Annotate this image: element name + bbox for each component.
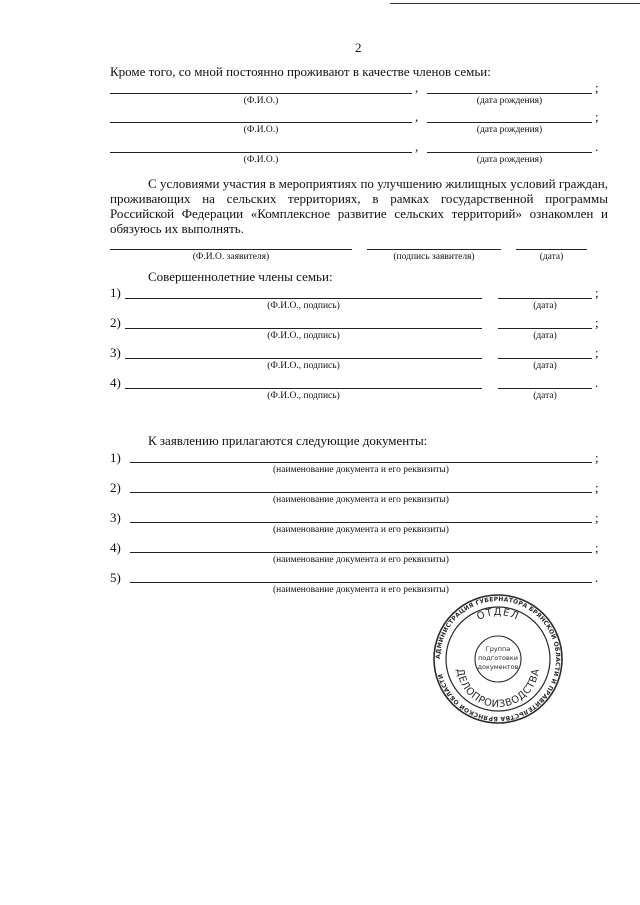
document-caption: (наименование документа и его реквизиты) bbox=[273, 495, 449, 505]
name-caption: (Ф.И.О.) bbox=[243, 96, 279, 106]
row-number: 3) bbox=[110, 345, 121, 360]
document-caption: (наименование документа и его реквизиты) bbox=[273, 555, 449, 565]
department-stamp bbox=[433, 594, 563, 724]
adult-caption: (Ф.И.О., подпись) bbox=[267, 301, 340, 311]
conditions-paragraph: С условиями участия в мероприятиях по улучшению жилищных условий граждан, проживающих на сельских территориях, в рамках государственной программы Российской Федерации «Комплексное развитие сельских территорий» ознакомлен и обязуюсь их выполнять. bbox=[110, 176, 608, 236]
adult-name-line bbox=[125, 298, 482, 299]
document-line bbox=[130, 522, 592, 523]
stamp-dept-word: ОТДЕЛ bbox=[475, 606, 521, 623]
residents-intro: Кроме того, со мной постоянно проживают в качестве членов семьи: bbox=[110, 64, 491, 79]
name-caption: (Ф.И.О.) bbox=[243, 125, 279, 135]
stamp-outer-text: АДМИНИСТРАЦИЯ ГУБЕРНАТОРА БРЯНСКОЙ ОБЛАСТИ И ПРАВИТЕЛЬСТВА БРЯНСКОЙ ОБЛАСТИ bbox=[434, 595, 562, 723]
birth-caption: (дата рождения) bbox=[476, 125, 543, 135]
applicant-signature-line bbox=[367, 249, 501, 250]
document-line bbox=[130, 462, 592, 463]
separator-comma: , bbox=[415, 139, 419, 154]
end-semicolon: ; bbox=[595, 450, 599, 465]
adult-name-line bbox=[125, 358, 482, 359]
birth-caption: (дата рождения) bbox=[476, 96, 543, 106]
end-semicolon: ; bbox=[595, 540, 599, 555]
applicant-name-line bbox=[110, 249, 352, 250]
end-semicolon: ; bbox=[595, 315, 599, 330]
resident-name-line bbox=[110, 122, 412, 123]
page-number: 2 bbox=[355, 40, 362, 55]
adult-caption: (Ф.И.О., подпись) bbox=[267, 361, 340, 371]
resident-name-line bbox=[110, 93, 412, 94]
adult-date-line bbox=[498, 328, 592, 329]
end-period: . bbox=[595, 570, 599, 585]
stamp-dept-name-group bbox=[454, 668, 542, 710]
end-semicolon: ; bbox=[595, 510, 599, 525]
adult-date-caption: (дата) bbox=[533, 391, 557, 401]
birth-caption: (дата рождения) bbox=[476, 155, 543, 165]
row-number: 2) bbox=[110, 315, 121, 330]
row-number: 1) bbox=[110, 450, 121, 465]
end-period: . bbox=[595, 139, 599, 154]
stamp-dept-name: ДЕЛОПРОИЗВОДСТВА bbox=[453, 667, 542, 711]
adult-date-caption: (дата) bbox=[533, 301, 557, 311]
adult-date-line bbox=[498, 388, 592, 389]
applicant-date-caption: (дата) bbox=[539, 252, 564, 262]
separator-comma: , bbox=[415, 80, 419, 95]
separator-comma: , bbox=[415, 109, 419, 124]
end-semicolon: ; bbox=[595, 80, 599, 95]
document-caption: (наименование документа и его реквизиты) bbox=[273, 465, 449, 475]
applicant-signature-caption: (подпись заявителя) bbox=[393, 252, 475, 262]
adults-heading: Совершеннолетние члены семьи: bbox=[148, 269, 333, 284]
name-caption: (Ф.И.О.) bbox=[243, 155, 279, 165]
row-number: 1) bbox=[110, 285, 121, 300]
stamp-center-line-2: подготовки bbox=[478, 654, 518, 662]
document-caption: (наименование документа и его реквизиты) bbox=[273, 525, 449, 535]
end-semicolon: ; bbox=[595, 345, 599, 360]
row-number: 3) bbox=[110, 510, 121, 525]
stamp-center-line-1: Группа bbox=[485, 645, 511, 653]
adult-date-caption: (дата) bbox=[533, 331, 557, 341]
document-line bbox=[130, 582, 592, 583]
end-semicolon: ; bbox=[595, 285, 599, 300]
resident-name-line bbox=[110, 152, 412, 153]
end-semicolon: ; bbox=[595, 480, 599, 495]
resident-birth-line bbox=[427, 93, 592, 94]
adult-name-line bbox=[125, 388, 482, 389]
row-number: 4) bbox=[110, 540, 121, 555]
adult-caption: (Ф.И.О., подпись) bbox=[267, 331, 340, 341]
adult-date-caption: (дата) bbox=[533, 361, 557, 371]
end-semicolon: ; bbox=[595, 109, 599, 124]
resident-birth-line bbox=[427, 152, 592, 153]
applicant-name-caption: (Ф.И.О. заявителя) bbox=[192, 252, 270, 262]
row-number: 4) bbox=[110, 375, 121, 390]
applicant-date-line bbox=[516, 249, 587, 250]
adult-date-line bbox=[498, 358, 592, 359]
row-number: 5) bbox=[110, 570, 121, 585]
resident-birth-line bbox=[427, 122, 592, 123]
documents-heading: К заявлению прилагаются следующие документы: bbox=[148, 433, 428, 448]
row-number: 2) bbox=[110, 480, 121, 495]
document-caption: (наименование документа и его реквизиты) bbox=[273, 585, 449, 595]
adult-date-line bbox=[498, 298, 592, 299]
document-line bbox=[130, 492, 592, 493]
adult-caption: (Ф.И.О., подпись) bbox=[267, 391, 340, 401]
stamp-center-line-3: документов bbox=[477, 663, 519, 671]
top-edge-line bbox=[390, 3, 640, 4]
document-line bbox=[130, 552, 592, 553]
adult-name-line bbox=[125, 328, 482, 329]
end-period: . bbox=[595, 375, 599, 390]
